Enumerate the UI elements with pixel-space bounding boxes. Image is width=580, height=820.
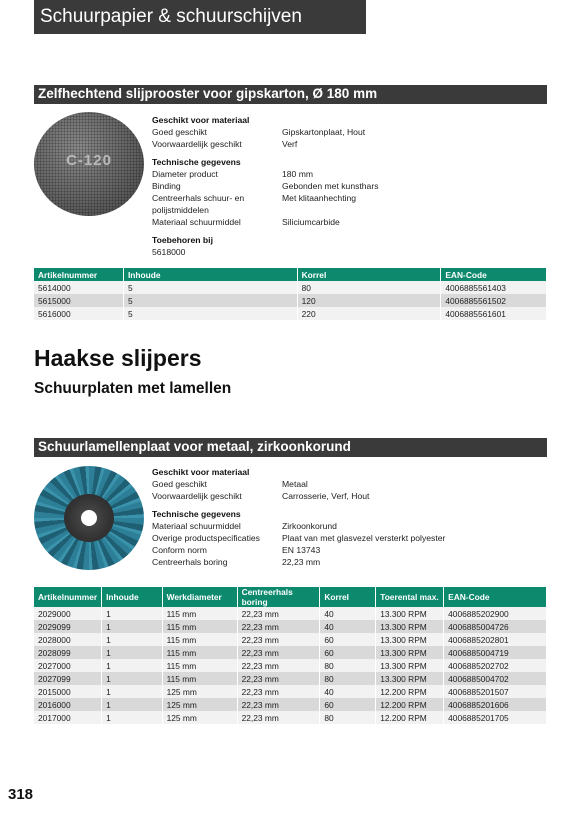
table-row xyxy=(34,646,547,659)
table-cell: 60 xyxy=(320,698,376,711)
table-cell: 2028000 xyxy=(34,633,102,646)
table-cell: 1 xyxy=(102,659,162,672)
table-cell: 60 xyxy=(320,633,376,646)
spec-group-heading: Toebehoren bij xyxy=(152,235,213,245)
table-cell: 1 xyxy=(102,620,162,633)
flap-disc-hole xyxy=(81,510,97,526)
spec-key: Conform norm xyxy=(152,545,207,555)
chapter-title: Schuurpapier & schuurschijven xyxy=(34,0,366,34)
table-row xyxy=(34,620,547,633)
spec-row xyxy=(152,490,547,502)
spec-key: 5618000 xyxy=(152,247,186,257)
table-cell: 80 xyxy=(320,672,376,685)
table-cell: 115 mm xyxy=(162,672,237,685)
spec-value: Gebonden met kunsthars xyxy=(282,181,379,191)
column-header: Centreerhals boring xyxy=(237,587,320,607)
table-cell: 13.300 RPM xyxy=(376,672,444,685)
table-cell: 4006885561403 xyxy=(441,281,547,294)
table-cell: 5 xyxy=(123,294,297,307)
table-cell: 22,23 mm xyxy=(237,685,320,698)
table-cell: 4006885202801 xyxy=(444,633,547,646)
section-subheading: Schuurplaten met lamellen xyxy=(34,380,232,397)
table-cell: 115 mm xyxy=(162,633,237,646)
table-cell: 2027099 xyxy=(34,672,102,685)
spec-value: Siliciumcarbide xyxy=(282,217,340,227)
spec-key: Centreerhals schuur- en polijstmiddelen xyxy=(152,193,245,215)
spec-row xyxy=(152,192,547,216)
spec-row xyxy=(152,556,547,568)
divider xyxy=(34,456,547,457)
table-cell: 80 xyxy=(320,711,376,724)
table-cell: 2017000 xyxy=(34,711,102,724)
table-cell: 1 xyxy=(102,633,162,646)
table-row xyxy=(34,659,547,672)
spec-row xyxy=(152,168,547,180)
table-cell: 5 xyxy=(123,281,297,294)
spec-value: Gipskartonplaat, Hout xyxy=(282,127,366,137)
spec-key: Materiaal schuurmiddel xyxy=(152,521,241,531)
product2-title: Schuurlamellenplaat voor metaal, zirkoonkorund xyxy=(34,438,547,456)
table-cell: 40 xyxy=(320,620,376,633)
product1-title: Zelfhechtend slijprooster voor gipskarton, Ø 180 mm xyxy=(34,85,547,103)
table-cell: 115 mm xyxy=(162,659,237,672)
spec-key: Voorwaardelijk geschikt xyxy=(152,139,242,149)
table-cell: 22,23 mm xyxy=(237,620,320,633)
column-header: Inhoude xyxy=(123,268,297,281)
table-row xyxy=(34,711,547,724)
table-row xyxy=(34,281,547,294)
spec-group-heading: Technische gegevens xyxy=(152,157,241,167)
column-header: EAN-Code xyxy=(444,587,547,607)
table-cell: 1 xyxy=(102,698,162,711)
column-header: Artikelnummer xyxy=(34,268,123,281)
table-cell: 1 xyxy=(102,685,162,698)
table-cell: 2029000 xyxy=(34,607,102,620)
table-cell: 220 xyxy=(297,307,441,320)
column-header: EAN-Code xyxy=(441,268,547,281)
spec-row xyxy=(152,138,547,150)
spec-row xyxy=(152,520,547,532)
table-cell: 22,23 mm xyxy=(237,633,320,646)
table-cell: 4006885201705 xyxy=(444,711,547,724)
divider xyxy=(34,103,547,104)
table-cell: 2028099 xyxy=(34,646,102,659)
table-row xyxy=(34,685,547,698)
table-cell: 2016000 xyxy=(34,698,102,711)
table-cell: 12.200 RPM xyxy=(376,685,444,698)
table-cell: 22,23 mm xyxy=(237,711,320,724)
spec-value: Carrosserie, Verf, Hout xyxy=(282,491,370,501)
table-cell: 12.200 RPM xyxy=(376,711,444,724)
table-cell: 120 xyxy=(297,294,441,307)
spec-value: EN 13743 xyxy=(282,545,321,555)
spec-value: Metaal xyxy=(282,479,308,489)
section-heading: Haakse slijpers xyxy=(34,345,202,371)
table-cell: 1 xyxy=(102,711,162,724)
table-cell: 5614000 xyxy=(34,281,123,294)
table-cell: 5616000 xyxy=(34,307,123,320)
table-cell: 5 xyxy=(123,307,297,320)
spec-key: Centreerhals boring xyxy=(152,557,228,567)
table-cell: 4006885201606 xyxy=(444,698,547,711)
table-cell: 125 mm xyxy=(162,698,237,711)
spec-row xyxy=(152,126,547,138)
table-cell: 4006885004726 xyxy=(444,620,547,633)
table-row xyxy=(34,307,547,320)
table-cell: 22,23 mm xyxy=(237,698,320,711)
spec-key: Goed geschikt xyxy=(152,479,207,489)
spec-row xyxy=(152,478,547,490)
table-cell: 22,23 mm xyxy=(237,646,320,659)
spec-row xyxy=(152,246,547,258)
spec-row xyxy=(152,544,547,556)
table-cell: 22,23 mm xyxy=(237,672,320,685)
table-cell: 4006885202900 xyxy=(444,607,547,620)
table-cell: 115 mm xyxy=(162,620,237,633)
table-cell: 115 mm xyxy=(162,607,237,620)
product1-specs xyxy=(152,114,547,258)
spec-value: Met klitaanhechting xyxy=(282,193,357,203)
table-cell: 4006885561502 xyxy=(441,294,547,307)
column-header: Artikelnummer xyxy=(34,587,102,607)
table-row xyxy=(34,294,547,307)
spec-value: Plaat van met glasvezel versterkt polyester xyxy=(282,533,446,543)
spec-group-heading: Geschikt voor materiaal xyxy=(152,467,250,477)
table-cell: 4006885201507 xyxy=(444,685,547,698)
column-header: Werkdiameter xyxy=(162,587,237,607)
column-header: Inhoude xyxy=(102,587,162,607)
table-cell: 2015000 xyxy=(34,685,102,698)
spec-value: 22,23 mm xyxy=(282,557,321,567)
spec-key: Diameter product xyxy=(152,169,218,179)
spec-key: Binding xyxy=(152,181,181,191)
product1-table xyxy=(34,268,547,320)
table-cell: 1 xyxy=(102,672,162,685)
table-cell: 125 mm xyxy=(162,711,237,724)
table-cell: 2027000 xyxy=(34,659,102,672)
spec-row xyxy=(152,180,547,192)
spec-value: Zirkoonkorund xyxy=(282,521,337,531)
spec-key: Voorwaardelijk geschikt xyxy=(152,491,242,501)
table-cell: 4006885004719 xyxy=(444,646,547,659)
table-cell: 115 mm xyxy=(162,646,237,659)
column-header: Korrel xyxy=(297,268,441,281)
table-cell: 60 xyxy=(320,646,376,659)
table-cell: 1 xyxy=(102,607,162,620)
spec-key: Overige productspecificaties xyxy=(152,533,260,543)
table-cell: 12.200 RPM xyxy=(376,698,444,711)
table-cell: 13.300 RPM xyxy=(376,646,444,659)
table-row xyxy=(34,633,547,646)
spec-row xyxy=(152,532,547,544)
table-cell: 125 mm xyxy=(162,685,237,698)
table-cell: 13.300 RPM xyxy=(376,607,444,620)
column-header: Korrel xyxy=(320,587,376,607)
spec-value: Verf xyxy=(282,139,298,149)
page-number: 318 xyxy=(8,786,34,803)
spec-group-heading: Technische gegevens xyxy=(152,509,241,519)
table-cell: 4006885004702 xyxy=(444,672,547,685)
disc-grit-label: C-120 xyxy=(66,152,112,169)
table-cell: 40 xyxy=(320,607,376,620)
spec-key: Goed geschikt xyxy=(152,127,207,137)
table-cell: 4006885202702 xyxy=(444,659,547,672)
table-cell: 80 xyxy=(297,281,441,294)
table-cell: 13.300 RPM xyxy=(376,659,444,672)
table-cell: 13.300 RPM xyxy=(376,633,444,646)
table-cell: 22,23 mm xyxy=(237,607,320,620)
product2-specs xyxy=(152,466,547,568)
table-cell: 13.300 RPM xyxy=(376,620,444,633)
product2-table xyxy=(34,587,547,724)
table-cell: 2029099 xyxy=(34,620,102,633)
table-cell: 40 xyxy=(320,685,376,698)
table-cell: 22,23 mm xyxy=(237,659,320,672)
table-cell: 1 xyxy=(102,646,162,659)
table-cell: 4006885561601 xyxy=(441,307,547,320)
table-row xyxy=(34,607,547,620)
table-row xyxy=(34,672,547,685)
spec-value: 180 mm xyxy=(282,169,314,179)
table-cell: 80 xyxy=(320,659,376,672)
column-header: Toerental max. xyxy=(376,587,444,607)
spec-row xyxy=(152,216,547,228)
spec-group-heading: Geschikt voor materiaal xyxy=(152,115,250,125)
table-cell: 5615000 xyxy=(34,294,123,307)
spec-key: Materiaal schuurmiddel xyxy=(152,217,241,227)
table-row xyxy=(34,698,547,711)
